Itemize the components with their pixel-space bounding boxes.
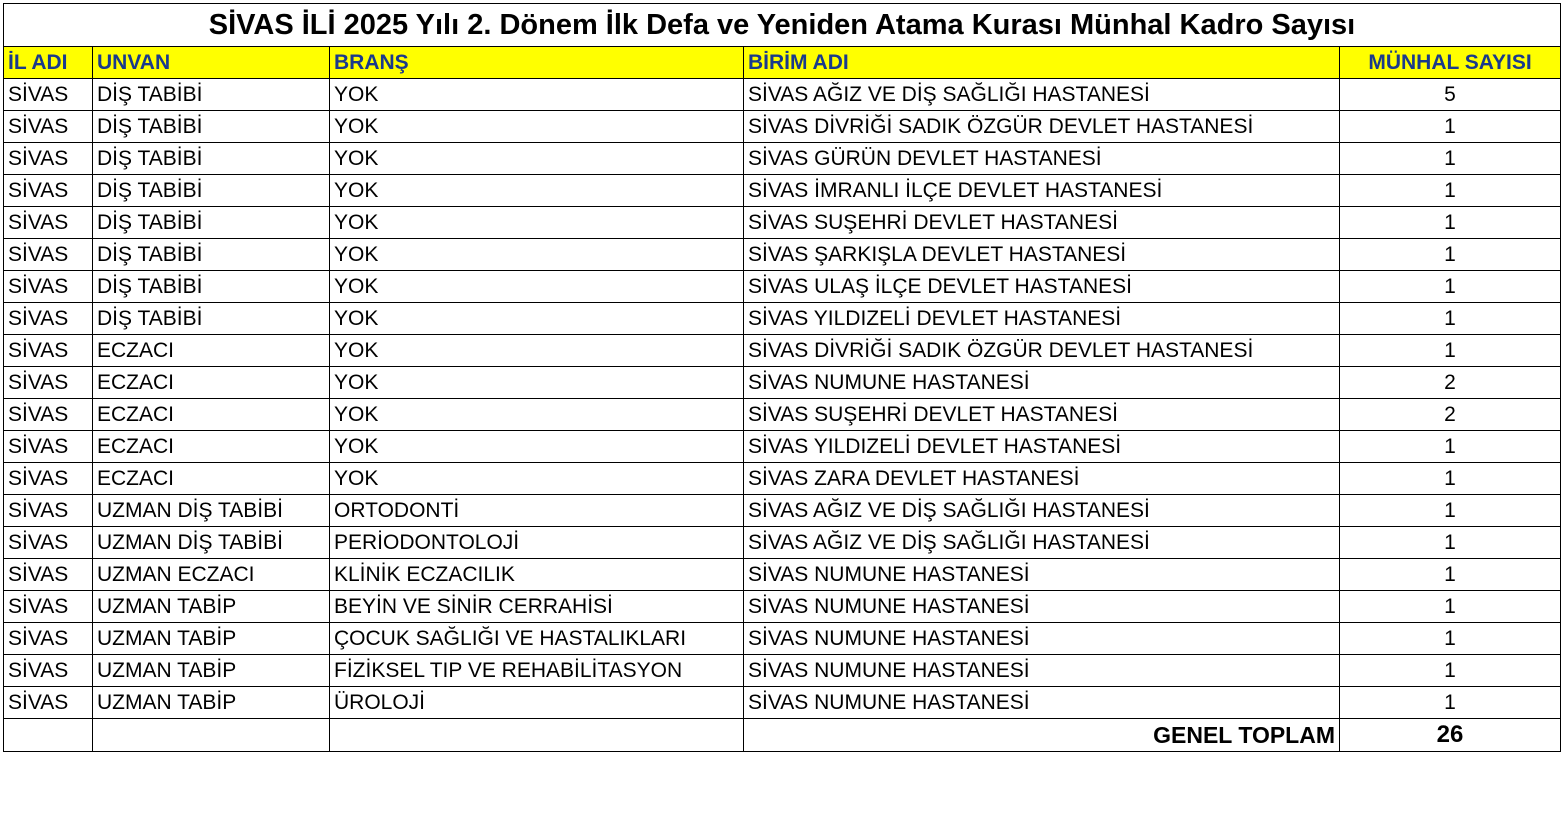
vacancy-table <box>3 3 1561 752</box>
cell-munhal-sayisi[interactable]: 1 <box>1340 591 1561 623</box>
cell-il-adi[interactable]: SİVAS <box>4 399 93 431</box>
cell-il-adi[interactable]: SİVAS <box>4 303 93 335</box>
cell-il-adi[interactable]: SİVAS <box>4 591 93 623</box>
table-row <box>4 335 1561 367</box>
cell-birim-adi[interactable]: SİVAS NUMUNE HASTANESİ <box>744 367 1340 399</box>
cell-brans[interactable]: KLİNİK ECZACILIK <box>330 559 744 591</box>
cell-brans[interactable]: YOK <box>330 175 744 207</box>
cell-birim-adi[interactable]: SİVAS NUMUNE HASTANESİ <box>744 655 1340 687</box>
cell-unvan[interactable]: DİŞ TABİBİ <box>93 79 330 111</box>
cell-munhal-sayisi[interactable]: 2 <box>1340 367 1561 399</box>
header-brans[interactable]: BRANŞ <box>330 47 744 79</box>
cell-brans[interactable]: YOK <box>330 303 744 335</box>
cell-brans[interactable]: YOK <box>330 79 744 111</box>
cell-il-adi[interactable]: SİVAS <box>4 175 93 207</box>
table-row <box>4 431 1561 463</box>
cell-unvan[interactable]: DİŞ TABİBİ <box>93 239 330 271</box>
cell-brans[interactable]: FİZİKSEL TIP VE REHABİLİTASYON <box>330 655 744 687</box>
cell-unvan[interactable]: ECZACI <box>93 335 330 367</box>
cell-brans[interactable]: YOK <box>330 143 744 175</box>
cell-unvan[interactable]: UZMAN DİŞ TABİBİ <box>93 527 330 559</box>
cell-brans[interactable]: YOK <box>330 399 744 431</box>
cell-birim-adi[interactable]: SİVAS DİVRİĞİ SADIK ÖZGÜR DEVLET HASTANESİ <box>744 335 1340 367</box>
cell-birim-adi[interactable]: SİVAS NUMUNE HASTANESİ <box>744 623 1340 655</box>
cell-munhal-sayisi[interactable]: 1 <box>1340 143 1561 175</box>
table-row <box>4 271 1561 303</box>
header-il-adi[interactable]: İL ADI <box>4 47 93 79</box>
cell-il-adi[interactable]: SİVAS <box>4 111 93 143</box>
cell-munhal-sayisi[interactable]: 1 <box>1340 303 1561 335</box>
table-row <box>4 367 1561 399</box>
table-row <box>4 655 1561 687</box>
cell-il-adi[interactable]: SİVAS <box>4 559 93 591</box>
table-row <box>4 527 1561 559</box>
cell-birim-adi[interactable]: SİVAS AĞIZ VE DİŞ SAĞLIĞI HASTANESİ <box>744 527 1340 559</box>
table-row <box>4 207 1561 239</box>
cell-il-adi[interactable]: SİVAS <box>4 463 93 495</box>
cell-brans[interactable]: ÜROLOJİ <box>330 687 744 719</box>
cell-unvan[interactable]: DİŞ TABİBİ <box>93 143 330 175</box>
cell-il-adi[interactable]: SİVAS <box>4 79 93 111</box>
table-row <box>4 143 1561 175</box>
table-row <box>4 111 1561 143</box>
cell-birim-adi[interactable]: SİVAS SUŞEHRİ DEVLET HASTANESİ <box>744 207 1340 239</box>
cell-il-adi[interactable]: SİVAS <box>4 623 93 655</box>
cell-munhal-sayisi[interactable]: 1 <box>1340 207 1561 239</box>
cell-brans[interactable]: YOK <box>330 367 744 399</box>
cell-birim-adi[interactable]: SİVAS SUŞEHRİ DEVLET HASTANESİ <box>744 399 1340 431</box>
header-munhal-sayisi[interactable]: MÜNHAL SAYISI <box>1340 47 1561 79</box>
total-empty-cell[interactable] <box>330 719 744 752</box>
cell-il-adi[interactable]: SİVAS <box>4 431 93 463</box>
cell-munhal-sayisi[interactable]: 1 <box>1340 527 1561 559</box>
cell-munhal-sayisi[interactable]: 1 <box>1340 335 1561 367</box>
cell-unvan[interactable]: ECZACI <box>93 367 330 399</box>
table-row <box>4 239 1561 271</box>
table-row <box>4 591 1561 623</box>
cell-munhal-sayisi[interactable]: 2 <box>1340 399 1561 431</box>
cell-brans[interactable]: YOK <box>330 463 744 495</box>
cell-munhal-sayisi[interactable]: 1 <box>1340 175 1561 207</box>
table-row <box>4 463 1561 495</box>
table-title[interactable]: SİVAS İLİ 2025 Yılı 2. Dönem İlk Defa ve Yeniden Atama Kurası Münhal Kadro Sayısı <box>4 4 1561 47</box>
header-birim-adi[interactable]: BİRİM ADI <box>744 47 1340 79</box>
table-row <box>4 623 1561 655</box>
cell-birim-adi[interactable]: SİVAS AĞIZ VE DİŞ SAĞLIĞI HASTANESİ <box>744 495 1340 527</box>
cell-unvan[interactable]: UZMAN TABİP <box>93 687 330 719</box>
cell-il-adi[interactable]: SİVAS <box>4 335 93 367</box>
cell-unvan[interactable]: ECZACI <box>93 399 330 431</box>
cell-birim-adi[interactable]: SİVAS İMRANLI İLÇE DEVLET HASTANESİ <box>744 175 1340 207</box>
cell-birim-adi[interactable]: SİVAS GÜRÜN DEVLET HASTANESİ <box>744 143 1340 175</box>
cell-birim-adi[interactable]: SİVAS NUMUNE HASTANESİ <box>744 687 1340 719</box>
table-body <box>4 79 1561 719</box>
cell-unvan[interactable]: DİŞ TABİBİ <box>93 271 330 303</box>
cell-unvan[interactable]: UZMAN ECZACI <box>93 559 330 591</box>
cell-il-adi[interactable]: SİVAS <box>4 367 93 399</box>
cell-il-adi[interactable]: SİVAS <box>4 239 93 271</box>
cell-il-adi[interactable]: SİVAS <box>4 495 93 527</box>
cell-munhal-sayisi[interactable]: 1 <box>1340 559 1561 591</box>
cell-il-adi[interactable]: SİVAS <box>4 271 93 303</box>
table-row <box>4 303 1561 335</box>
cell-brans[interactable]: YOK <box>330 239 744 271</box>
cell-munhal-sayisi[interactable]: 1 <box>1340 687 1561 719</box>
total-empty-cell[interactable] <box>4 719 93 752</box>
table-row <box>4 495 1561 527</box>
cell-birim-adi[interactable]: SİVAS NUMUNE HASTANESİ <box>744 591 1340 623</box>
cell-unvan[interactable]: UZMAN TABİP <box>93 655 330 687</box>
cell-il-adi[interactable]: SİVAS <box>4 687 93 719</box>
cell-unvan[interactable]: UZMAN TABİP <box>93 591 330 623</box>
header-unvan[interactable]: UNVAN <box>93 47 330 79</box>
table-row <box>4 79 1561 111</box>
cell-unvan[interactable]: DİŞ TABİBİ <box>93 111 330 143</box>
table-row <box>4 175 1561 207</box>
cell-brans[interactable]: PERİODONTOLOJİ <box>330 527 744 559</box>
cell-il-adi[interactable]: SİVAS <box>4 527 93 559</box>
cell-unvan[interactable]: ECZACI <box>93 431 330 463</box>
spreadsheet <box>3 3 1560 817</box>
cell-unvan[interactable]: DİŞ TABİBİ <box>93 175 330 207</box>
cell-birim-adi[interactable]: SİVAS NUMUNE HASTANESİ <box>744 559 1340 591</box>
cell-il-adi[interactable]: SİVAS <box>4 655 93 687</box>
total-empty-cell[interactable] <box>93 719 330 752</box>
cell-brans[interactable]: ÇOCUK SAĞLIĞI VE HASTALIKLARI <box>330 623 744 655</box>
cell-brans[interactable]: YOK <box>330 111 744 143</box>
cell-brans[interactable]: ORTODONTİ <box>330 495 744 527</box>
cell-birim-adi[interactable]: SİVAS DİVRİĞİ SADIK ÖZGÜR DEVLET HASTANESİ <box>744 111 1340 143</box>
cell-munhal-sayisi[interactable]: 1 <box>1340 111 1561 143</box>
cell-unvan[interactable]: UZMAN TABİP <box>93 623 330 655</box>
total-row <box>4 719 1561 752</box>
cell-birim-adi[interactable]: SİVAS YILDIZELİ DEVLET HASTANESİ <box>744 431 1340 463</box>
cell-unvan[interactable]: DİŞ TABİBİ <box>93 303 330 335</box>
cell-birim-adi[interactable]: SİVAS ULAŞ İLÇE DEVLET HASTANESİ <box>744 271 1340 303</box>
cell-munhal-sayisi[interactable]: 1 <box>1340 271 1561 303</box>
cell-munhal-sayisi[interactable]: 1 <box>1340 431 1561 463</box>
cell-munhal-sayisi[interactable]: 1 <box>1340 463 1561 495</box>
cell-munhal-sayisi[interactable]: 1 <box>1340 495 1561 527</box>
table-row <box>4 687 1561 719</box>
cell-munhal-sayisi[interactable]: 1 <box>1340 623 1561 655</box>
cell-munhal-sayisi[interactable]: 1 <box>1340 239 1561 271</box>
cell-brans[interactable]: YOK <box>330 431 744 463</box>
header-row <box>4 47 1561 79</box>
cell-unvan[interactable]: DİŞ TABİBİ <box>93 207 330 239</box>
cell-birim-adi[interactable]: SİVAS AĞIZ VE DİŞ SAĞLIĞI HASTANESİ <box>744 79 1340 111</box>
total-value[interactable]: 26 <box>1340 719 1561 752</box>
cell-brans[interactable]: YOK <box>330 271 744 303</box>
cell-birim-adi[interactable]: SİVAS ŞARKIŞLA DEVLET HASTANESİ <box>744 239 1340 271</box>
cell-munhal-sayisi[interactable]: 1 <box>1340 655 1561 687</box>
title-row <box>4 4 1561 47</box>
cell-brans[interactable]: YOK <box>330 335 744 367</box>
cell-munhal-sayisi[interactable]: 5 <box>1340 79 1561 111</box>
table-row <box>4 559 1561 591</box>
cell-unvan[interactable]: ECZACI <box>93 463 330 495</box>
cell-il-adi[interactable]: SİVAS <box>4 143 93 175</box>
cell-brans[interactable]: YOK <box>330 207 744 239</box>
cell-unvan[interactable]: UZMAN DİŞ TABİBİ <box>93 495 330 527</box>
total-label[interactable]: GENEL TOPLAM <box>744 719 1340 752</box>
cell-brans[interactable]: BEYİN VE SİNİR CERRAHİSİ <box>330 591 744 623</box>
cell-il-adi[interactable]: SİVAS <box>4 207 93 239</box>
cell-birim-adi[interactable]: SİVAS ZARA DEVLET HASTANESİ <box>744 463 1340 495</box>
table-row <box>4 399 1561 431</box>
cell-birim-adi[interactable]: SİVAS YILDIZELİ DEVLET HASTANESİ <box>744 303 1340 335</box>
